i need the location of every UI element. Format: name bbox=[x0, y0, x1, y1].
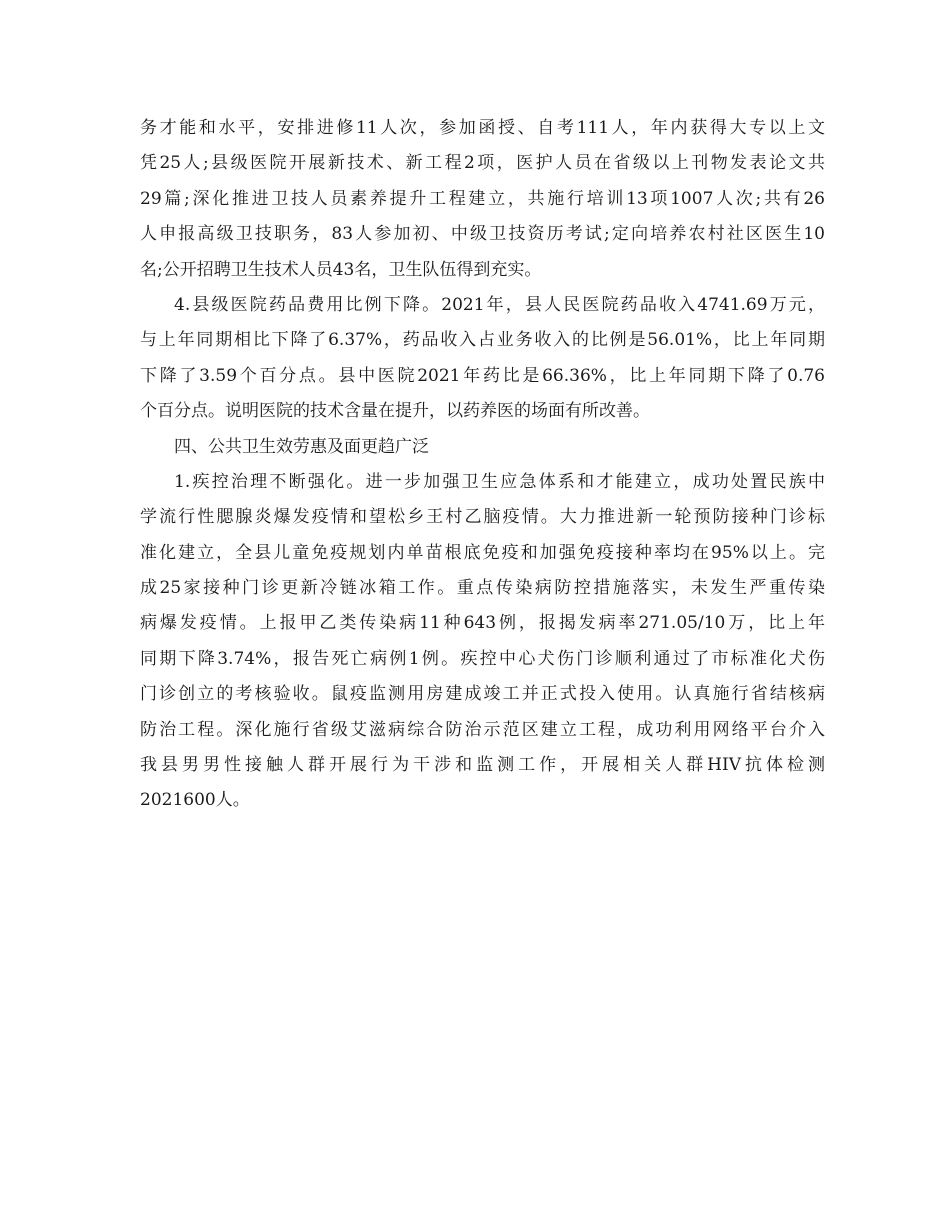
text-line: 准化建立，全县儿童免疫规划内单苗根底免疫和加强免疫接种率均在95%以上。完 bbox=[140, 542, 825, 563]
text-line: 2021600人。 bbox=[140, 790, 250, 811]
paragraph-disease-control bbox=[140, 465, 825, 819]
text-line: 凭25人;县级医院开展新技术、新工程2项，医护人员在省级以上刊物发表论文共 bbox=[140, 153, 825, 174]
text-line: 4.县级医院药品费用比例下降。2021年，县人民医院药品收入4741.69万元， bbox=[174, 294, 825, 315]
text-line: 名;公开招聘卫生技术人员43名，卫生队伍得到充实。 bbox=[140, 259, 542, 280]
text-line: 下降了3.59个百分点。县中医院2021年药比是66.36%，比上年同期下降了0.76 bbox=[140, 365, 825, 386]
text-line: 个百分点。说明医院的技术含量在提升，以药养医的场面有所改善。 bbox=[140, 401, 650, 422]
paragraph-staff-training bbox=[140, 111, 825, 288]
text-line: 同期下降3.74%，报告死亡病例1例。疾控中心犬伤门诊顺利通过了市标准化犬伤 bbox=[140, 648, 825, 669]
text-line: 29篇;深化推进卫技人员素养提升工程建立，共施行培训13项1007人次;共有26 bbox=[140, 188, 825, 209]
text-line: 门诊创立的考核验收。鼠疫监测用房建成竣工并正式投入使用。认真施行省结核病 bbox=[140, 684, 825, 705]
text-line: 四、公共卫生效劳惠及面更趋广泛 bbox=[174, 436, 429, 457]
paragraph-drug-cost-ratio bbox=[140, 288, 825, 430]
document-body bbox=[140, 111, 825, 819]
text-line: 人申报高级卫技职务，83人参加初、中级卫技资历考试;定向培养农村社区医生10 bbox=[140, 224, 825, 245]
text-line: 与上年同期相比下降了6.37%，药品收入占业务收入的比例是56.01%，比上年同期 bbox=[140, 330, 825, 351]
text-line: 防治工程。深化施行省级艾滋病综合防治示范区建立工程，成功利用网络平台介入 bbox=[140, 719, 825, 740]
text-line: 学流行性腮腺炎爆发疫情和望松乡王村乙脑疫情。大力推进新一轮预防接种门诊标 bbox=[140, 507, 825, 528]
text-line: 病爆发疫情。上报甲乙类传染病11种643例，报揭发病率271.05/10万，比上年 bbox=[140, 613, 825, 634]
text-line: 1.疾控治理不断强化。进一步加强卫生应急体系和才能建立，成功处置民族中 bbox=[174, 471, 825, 492]
text-line: 务才能和水平，安排进修11人次，参加函授、自考111人，年内获得大专以上文 bbox=[140, 118, 825, 138]
text-line: 我县男男性接触人群开展行为干涉和监测工作，开展相关人群HIV抗体检测 bbox=[140, 755, 825, 776]
section-heading-public-health bbox=[140, 430, 825, 465]
text-line: 成25家接种门诊更新冷链冰箱工作。重点传染病防控措施落实，未发生严重传染 bbox=[140, 578, 825, 599]
